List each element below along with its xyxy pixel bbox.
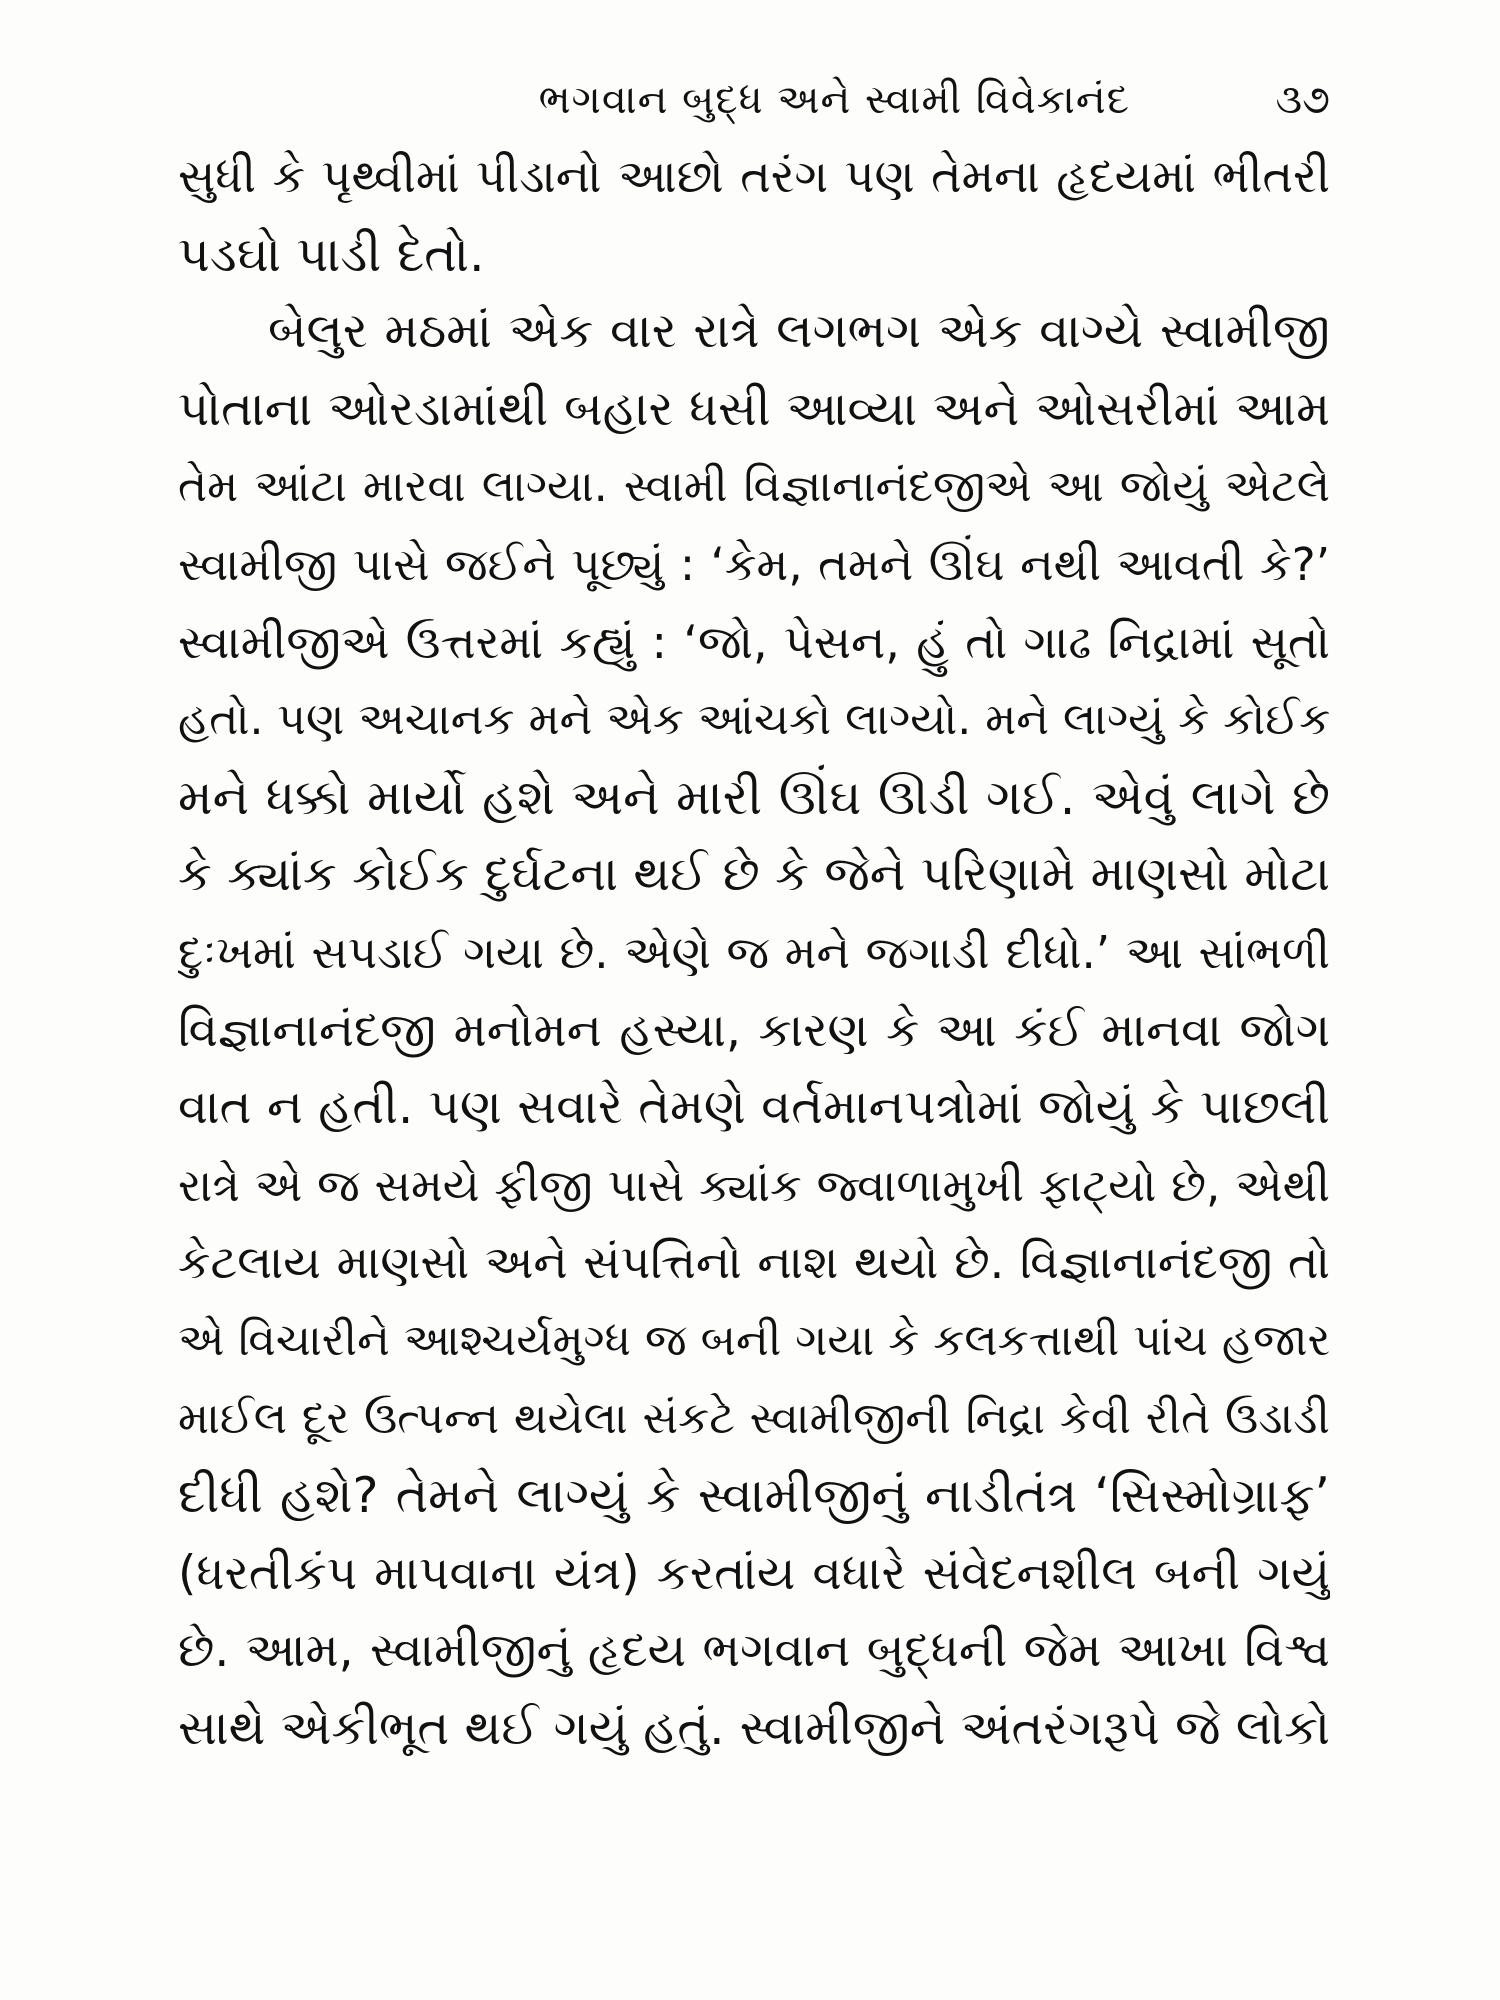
text-line: છે. આમ, સ્વામીજીનું હૃદય ભગવાન બુદ્ધની જેમ આખા વિશ્વ: [178, 1623, 1330, 1679]
text-line: એ વિચારીને આશ્ચર્યમુગ્ધ જ બની ગયા કે કલકત્તાથી પાંચ હજાર: [178, 1314, 1330, 1366]
text-line: કેટલાય માણસો અને સંપત્તિનો નાશ થયો છે. વિજ્ઞાનાનંદજી તો: [178, 1235, 1330, 1290]
text-line: સ્વામીજી પાસે જઈને પૂછ્યું : ‘કેમ, તમને ઊંઘ નથી આવતી કે?’: [178, 537, 1330, 591]
text-line: સુધી કે પૃથ્વીમાં પીડાનો આછો તરંગ પણ તેમના હૃદયમાં ભીતરી: [178, 149, 1330, 203]
paragraph: [178, 293, 1330, 1767]
text-line: (ધરતીકંપ માપવાના યંત્ર) કરતાંય વધારે સંવેદનશીલ બની ગયું: [178, 1545, 1330, 1601]
text-line: તેમ આંટા મારવા લાગ્યા. સ્વામી વિજ્ઞાનાનંદજીએ આ જોયું એટલે: [178, 461, 1330, 513]
running-title: ભગવાન બુદ્ધ અને સ્વામી વિવેકાનંદ: [538, 77, 1130, 123]
text-line: રાત્રે એ જ સમયે ફીજી પાસે ક્યાંક જ્વાળામુખી ફાટ્યો છે, એથી: [178, 1158, 1330, 1212]
body-text: [178, 138, 1330, 1767]
text-line: દીધી હશે? તેમને લાગ્યું કે સ્વામીજીનું નાડીતંત્ર ‘સિસ્મોગ્રાફ’: [178, 1467, 1330, 1525]
text-line: પોતાના ઓરડામાંથી બહાર ધસી આવ્યા અને ઓસરીમાં આમ: [178, 380, 1330, 437]
text-line: દુઃખમાં સપડાઈ ગયા છે. એણે જ મને જગાડી દીધો.’ આ સાંભળી: [178, 925, 1330, 979]
text-line: સ્વામીજીએ ઉત્તરમાં કહ્યું : ‘જો, પેસન, હું તો ગાઢ નિદ્રામાં સૂતો: [178, 614, 1330, 669]
text-line: વાત ન હતી. પણ સવારે તેમણે વર્તમાનપત્રોમાં જોયું કે પાછલી: [178, 1079, 1330, 1136]
paragraph: [178, 138, 1330, 293]
text-line: સાથે એકીભૂત થઈ ગયું હતું. સ્વામીજીને અંતરંગરૂપે જે લોકો: [178, 1699, 1330, 1756]
text-line: કે ક્યાંક કોઈક દુર્ઘટના થઈ છે કે જેને પરિણામે માણસો મોટા: [178, 846, 1330, 903]
running-head: [180, 70, 1330, 130]
text-line: માઈલ દૂર ઉત્પન્ન થયેલા સંકટે સ્વામીજીની નિદ્રા કેવી રીતે ઉડાડી: [178, 1392, 1330, 1444]
page-number: ૩૭: [1275, 77, 1330, 123]
text-line: બેલુર મઠમાં એક વાર રાત્રે લગભગ એક વાગ્યે સ્વામીજી: [268, 303, 1330, 360]
text-line: હતો. પણ અચાનક મને એક આંચકો લાગ્યો. મને લાગ્યું કે કોઈક: [178, 694, 1330, 746]
text-line: મને ધક્કો માર્યો હશે અને મારી ઊંઘ ઊડી ગઈ. એવું લાગે છે: [178, 768, 1330, 826]
text-line: વિજ્ઞાનાનંદજી મનોમન હસ્યા, કારણ કે આ કંઈ માનવા જોગ: [178, 1002, 1330, 1058]
text-line: પડઘો પાડી દેતો.: [178, 225, 485, 283]
